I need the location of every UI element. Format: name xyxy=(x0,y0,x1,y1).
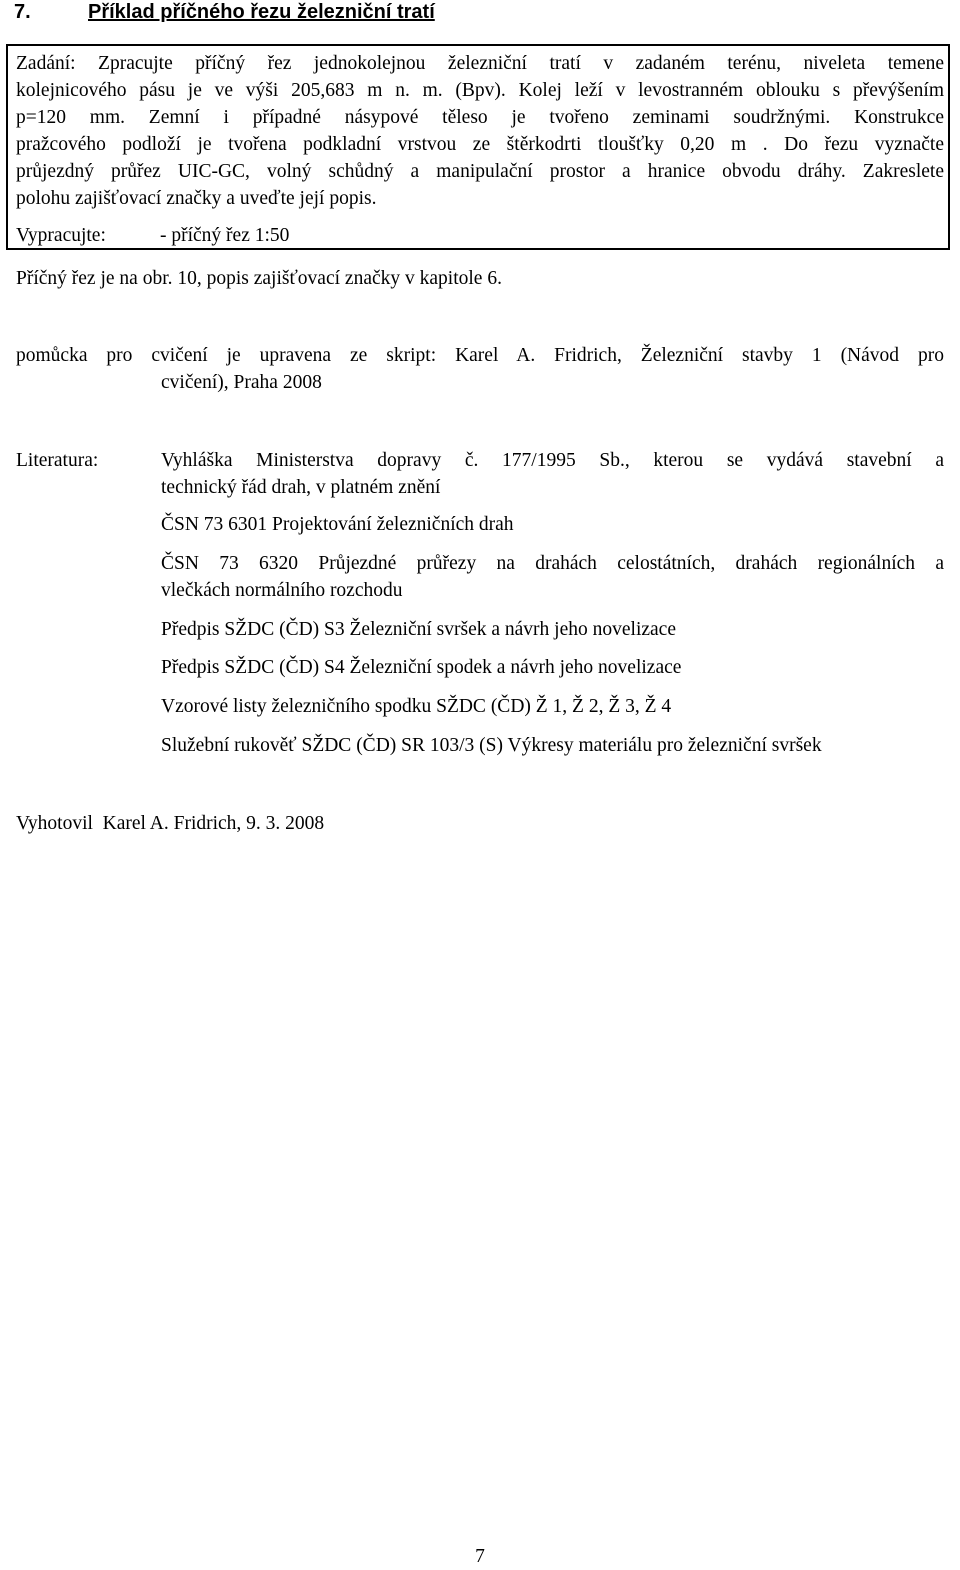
task-line: kolejnicového pásu je ve výši 205,683 m n. m. (Bpv). Kolej leží v levostranném oblouku s převýšením xyxy=(16,80,944,101)
literatura-item xyxy=(161,616,944,643)
pomucka-text xyxy=(16,342,944,396)
footer-author: Vyhotovil Karel A. Fridrich, 9. 3. 2008 xyxy=(16,813,325,834)
task-line: polohu zajišťovací značky a uveďte její popis. xyxy=(16,188,377,209)
task-line: pražcového podloží je tvořena podkladní vrstvou ze štěrkodrti tloušťky 0,20 m . Do řezu vyznačte xyxy=(16,134,944,155)
literatura-item-line: ČSN 73 6301 Projektování železničních drah xyxy=(161,514,514,535)
literatura-item xyxy=(161,447,944,501)
pomucka-line-1: pomůcka pro cvičení je upravena ze skript: Karel A. Fridrich, Železniční stavby 1 (Návod pro xyxy=(16,345,944,366)
vypracujte-label: Vypracujte: xyxy=(16,225,106,246)
note-text: Příčný řez je na obr. 10, popis zajišťovací značky v kapitole 6. xyxy=(16,268,502,289)
literatura-item xyxy=(161,693,944,720)
task-line: p=120 mm. Zemní i případné násypové těleso je tvořeno zeminami soudržnými. Konstrukce xyxy=(16,107,944,128)
pomucka-line-2: cvičení), Praha 2008 xyxy=(161,372,322,393)
literatura-item xyxy=(161,550,944,604)
literatura-item xyxy=(161,654,944,681)
literatura-item xyxy=(161,511,944,538)
literatura-item-line: Vzorové listy železničního spodku SŽDC (ČD) Ž 1, Ž 2, Ž 3, Ž 4 xyxy=(161,696,672,717)
section-title: Příklad příčného řezu železniční tratí xyxy=(88,1,435,23)
literatura-item-line: technický řád drah, v platném znění xyxy=(161,477,441,498)
task-text xyxy=(16,50,944,212)
section-number: 7. xyxy=(14,1,31,23)
literatura-item-line: Vyhláška Ministerstva dopravy č. 177/1995 Sb., kterou se vydává stavební a xyxy=(161,450,944,471)
literatura-label: Literatura: xyxy=(16,450,99,471)
vypracujte-row xyxy=(16,222,289,249)
literatura-item-line: Předpis SŽDC (ČD) S3 Železniční svršek a návrh jeho novelizace xyxy=(161,619,676,640)
vypracujte-value: - příčný řez 1:50 xyxy=(160,225,290,246)
literatura-item-line: vlečkách normálního rozchodu xyxy=(161,580,403,601)
literatura-item-line: ČSN 73 6320 Průjezdné průřezy na drahách celostátních, drahách regionálních a xyxy=(161,553,944,574)
literatura-item xyxy=(161,732,944,759)
task-line: Zadání: Zpracujte příčný řez jednokolejnou železniční tratí v zadaném terénu, niveleta temene xyxy=(16,53,944,74)
literatura-item-line: Služební rukověť SŽDC (ČD) SR 103/3 (S) Výkresy materiálu pro železniční svršek xyxy=(161,735,822,756)
literatura-item-line: Předpis SŽDC (ČD) S4 Železniční spodek a návrh jeho novelizace xyxy=(161,657,682,678)
section-heading xyxy=(14,0,435,24)
page-number: 7 xyxy=(475,1546,485,1567)
task-line: průjezdný průřez UIC-GC, volný schůdný a manipulační prostor a hranice obvodu dráhy. Zakreslete xyxy=(16,161,944,182)
